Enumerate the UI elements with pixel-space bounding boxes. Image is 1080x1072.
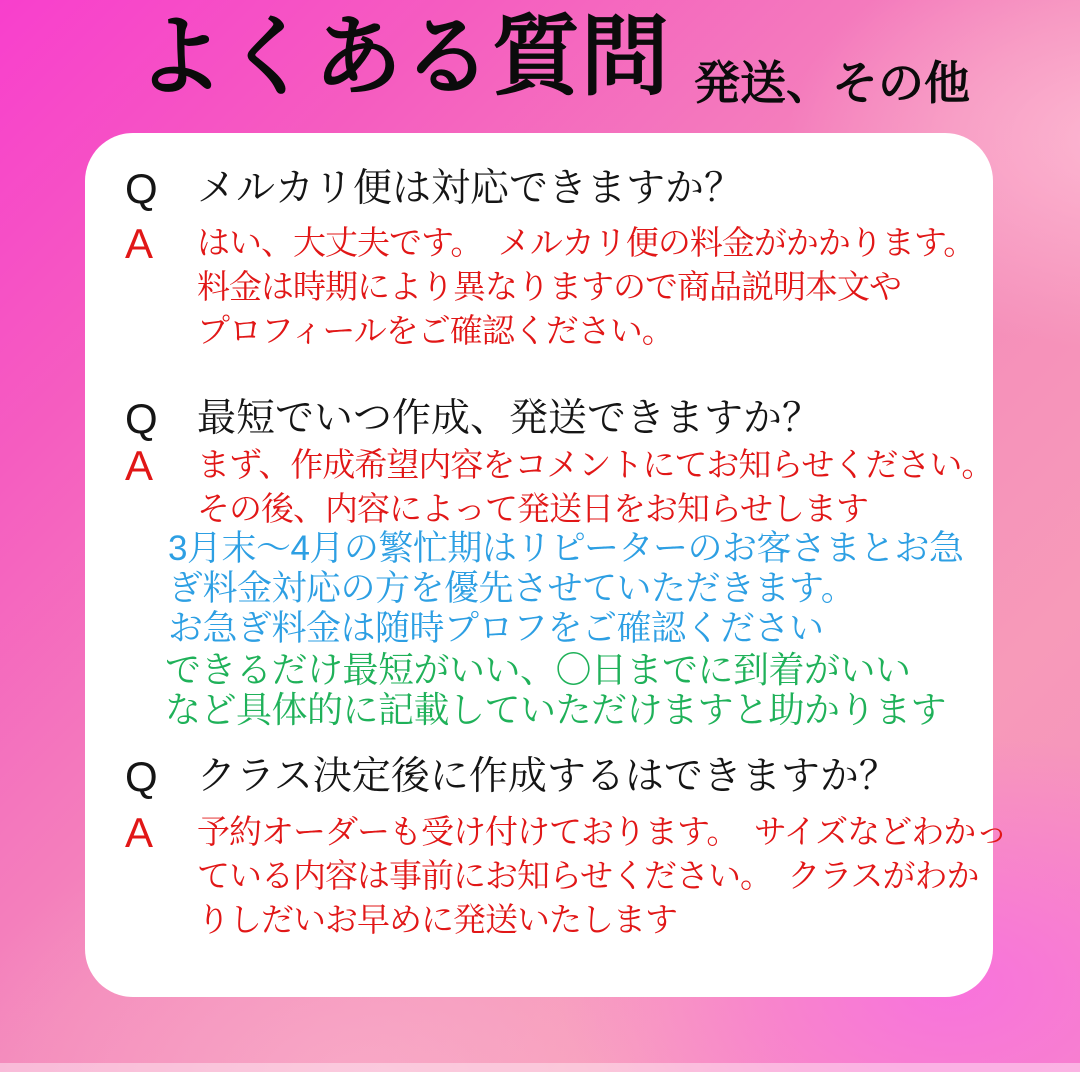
answer-segment-red xyxy=(197,810,1007,942)
answer-line: 予約オーダーも受け付けております。 サイズなどわかっ xyxy=(197,813,1008,850)
a-label: A xyxy=(125,442,154,489)
bottom-highlight-strip xyxy=(0,1063,1080,1072)
answer-line: 3月末～4月の繁忙期はリピーターのお客さまとお急 xyxy=(168,529,964,568)
question-text: メルカリ便は対応できますか？ xyxy=(197,167,744,210)
q-label: Q xyxy=(125,165,158,212)
answer-segment-blue xyxy=(168,529,964,649)
answer-line: その後、内容によって発送日をお知らせします xyxy=(197,490,869,527)
answer-line: プロフィールをご確認ください。 xyxy=(197,312,674,349)
q-label: Q xyxy=(125,753,158,800)
answer-line: 料金は時期により異なりますので商品説明本文や xyxy=(197,268,901,305)
question-text: クラス決定後に作成するはできますか？ xyxy=(197,755,898,798)
q-label: Q xyxy=(125,395,158,442)
page-title: よくある質問 xyxy=(136,7,671,106)
answer-line: りしだいお早めに発送いたします xyxy=(197,901,677,938)
answer-line: できるだけ最短がいい、〇日までに到着がいい xyxy=(165,649,911,690)
answer-line: ている内容は事前にお知らせください。 クラスがわか xyxy=(197,857,979,894)
answer-segment-red xyxy=(197,221,975,353)
a-label: A xyxy=(125,809,154,856)
answer-line: など具体的に記載していただけますと助かります xyxy=(165,689,947,730)
answer-line: まず、作成希望内容をコメントにてお知らせください。 xyxy=(197,446,994,483)
faq-card xyxy=(85,133,1008,997)
question-text: 最短でいつ作成、発送できますか？ xyxy=(197,397,822,440)
a-label: A xyxy=(125,220,154,267)
answer-line: ぎ料金対応の方を優先させていただきます。 xyxy=(168,569,856,608)
answer-segment-green xyxy=(165,650,946,730)
page-subtitle: 発送、その他 xyxy=(694,57,970,109)
answer-segment-red xyxy=(197,443,993,531)
answer-line: お急ぎ料金は随時プロフをご確認ください xyxy=(168,609,824,648)
answer-line: はい、大丈夫です。 メルカリ便の料金がかかります。 xyxy=(197,224,976,261)
